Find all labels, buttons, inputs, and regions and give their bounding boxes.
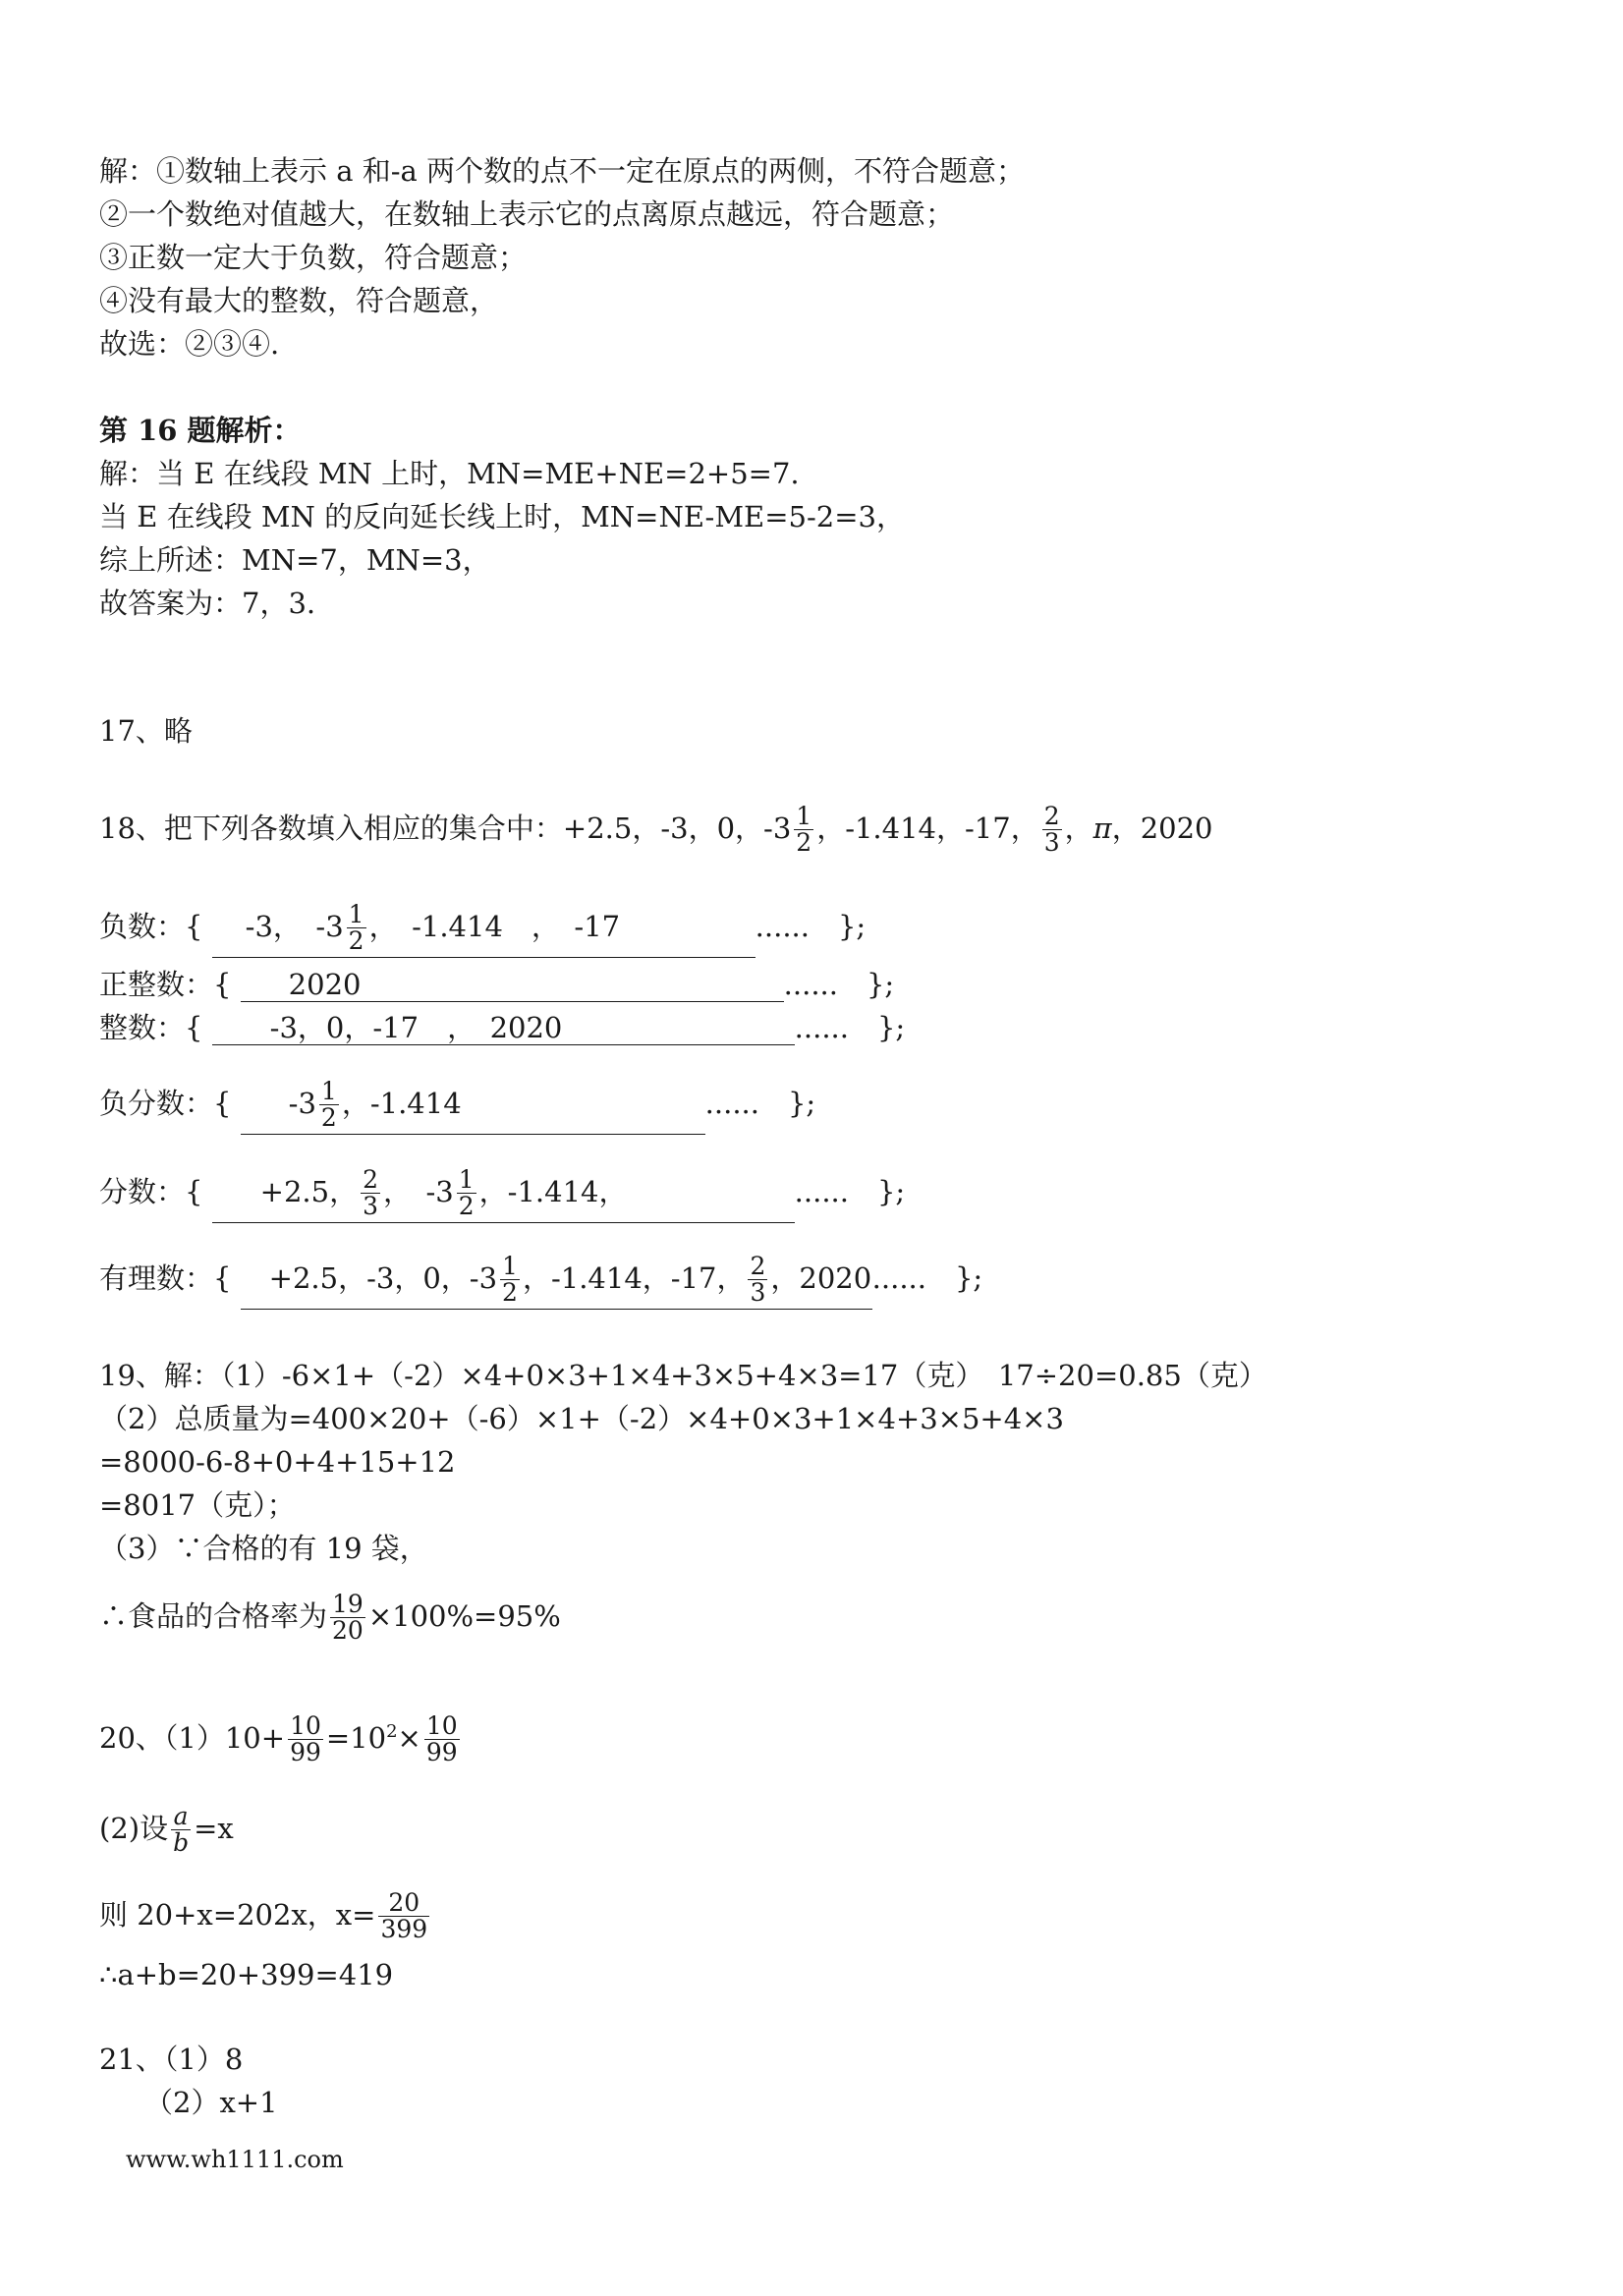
q16-line-2: 当 E 在线段 MN 的反向延长线上时，MN=NE-ME=5-2=3， — [99, 500, 905, 533]
q21-line-1: 21、（1）8 — [99, 2043, 244, 2076]
set-negative-fraction-answer: -3 $\frac{1}{2}$ ，-1.414 — [241, 1079, 705, 1135]
set-positive-integer: 正整数：{ 2020 ...... }; — [99, 968, 895, 1001]
set-integer-answer: -3，0，-17 ， 2020 — [212, 1014, 795, 1045]
set-negative: 负数：{ -3， -3 $\frac{1}{2}$ ， -1.414 ， -17 ...... }; — [99, 902, 866, 958]
q19-line-1: 19、解：（1）-6×1+（-2）×4+0×3+1×4+3×5+4×3=17（克） 17÷20=0.85（克） — [99, 1359, 1267, 1392]
q20-line-4: ∴a+b=20+399=419 — [99, 1958, 394, 1991]
q15-line-3: ③正数一定大于负数，符合题意； — [99, 241, 528, 274]
set-integer: 整数：{ -3，0，-17 ， 2020 ...... }; — [99, 1011, 906, 1044]
q18-question: 18、把下列各数填入相应的集合中：+2.5，-3，0，-3 $\frac{1}{2}$ ，-1.414，-17， $\frac{2}{3}$ ，π，2020 — [99, 802, 1213, 858]
q15-line-5: 故选：②③④. — [99, 327, 280, 361]
set-rational: 有理数：{ +2.5，-3，0，-3 $\frac{1}{2}$ ，-1.414，-17， $\frac{2}{3}$ ，2020...... }; — [99, 1254, 982, 1310]
q16-line-1: 解：当 E 在线段 MN 上时，MN=ME+NE=2+5=7. — [99, 457, 800, 490]
q16-line-3: 综上所述：MN=7，MN=3， — [99, 543, 491, 577]
q19-line-4: =8017（克）； — [99, 1488, 296, 1522]
q17-line: 17、略 — [99, 714, 193, 748]
set-negative-answer: -3， -3 $\frac{1}{2}$ ， -1.414 ， -17 — [212, 902, 756, 958]
footer-url: www.wh1111.com — [126, 2146, 344, 2173]
q15-line-4: ④没有最大的整数，符合题意， — [99, 284, 499, 317]
fraction-one-half: $\frac{1}{2}$ — [796, 802, 812, 858]
fraction-19-20: $\frac{19}{20}$ — [332, 1590, 364, 1646]
q20-line-3: 则 20+x=202x，x= $\frac{20}{399}$ — [99, 1888, 428, 1944]
q19-line-2: （2）总质量为=400×20+（-6）×1+（-2）×4+0×3+1×4+3×5+4×3 — [99, 1402, 1064, 1435]
q20-line-1: 20、（1）10+ $\frac{10}{99}$ $=10^2\times$ $\frac{10}{99}$ — [99, 1711, 458, 1767]
q19-line-6: ∴食品的合格率为 $\frac{19}{20}$ ×100%=95% — [99, 1590, 561, 1646]
set-fraction: 分数：{ +2.5， $\frac{2}{3}$ ， -3 $\frac{1}{2}$ ，-1.414， ...... }; — [99, 1167, 905, 1223]
fraction-two-thirds: $\frac{2}{3}$ — [1043, 802, 1060, 858]
set-fraction-answer: +2.5， $\frac{2}{3}$ ， -3 $\frac{1}{2}$ ，-1.414， — [212, 1167, 795, 1223]
q15-line-2: ②一个数绝对值越大，在数轴上表示它的点离原点越远，符合题意； — [99, 197, 955, 231]
q15-line-1: 解：①数轴上表示 a 和-a 两个数的点不一定在原点的两侧，不符合题意； — [99, 154, 1026, 188]
q16-title: 第 16 题解析： — [99, 414, 302, 447]
q19-line-3: =8000-6-8+0+4+15+12 — [99, 1445, 456, 1479]
set-positive-integer-answer: 2020 — [241, 971, 784, 1002]
q16-line-4: 故答案为：7，3. — [99, 587, 316, 620]
set-negative-fraction: 负分数：{ -3 $\frac{1}{2}$ ，-1.414 ...... }; — [99, 1079, 815, 1135]
q21-line-2: （2）x+1 — [144, 2086, 278, 2119]
q20-line-2: (2)设 $\frac{a}{b}$ =x — [99, 1802, 234, 1858]
set-rational-answer: +2.5，-3，0，-3 $\frac{1}{2}$ ，-1.414，-17， $\frac{2}{3}$ ，2020 — [241, 1254, 872, 1310]
q19-line-5: （3）∵合格的有 19 袋， — [99, 1532, 428, 1565]
